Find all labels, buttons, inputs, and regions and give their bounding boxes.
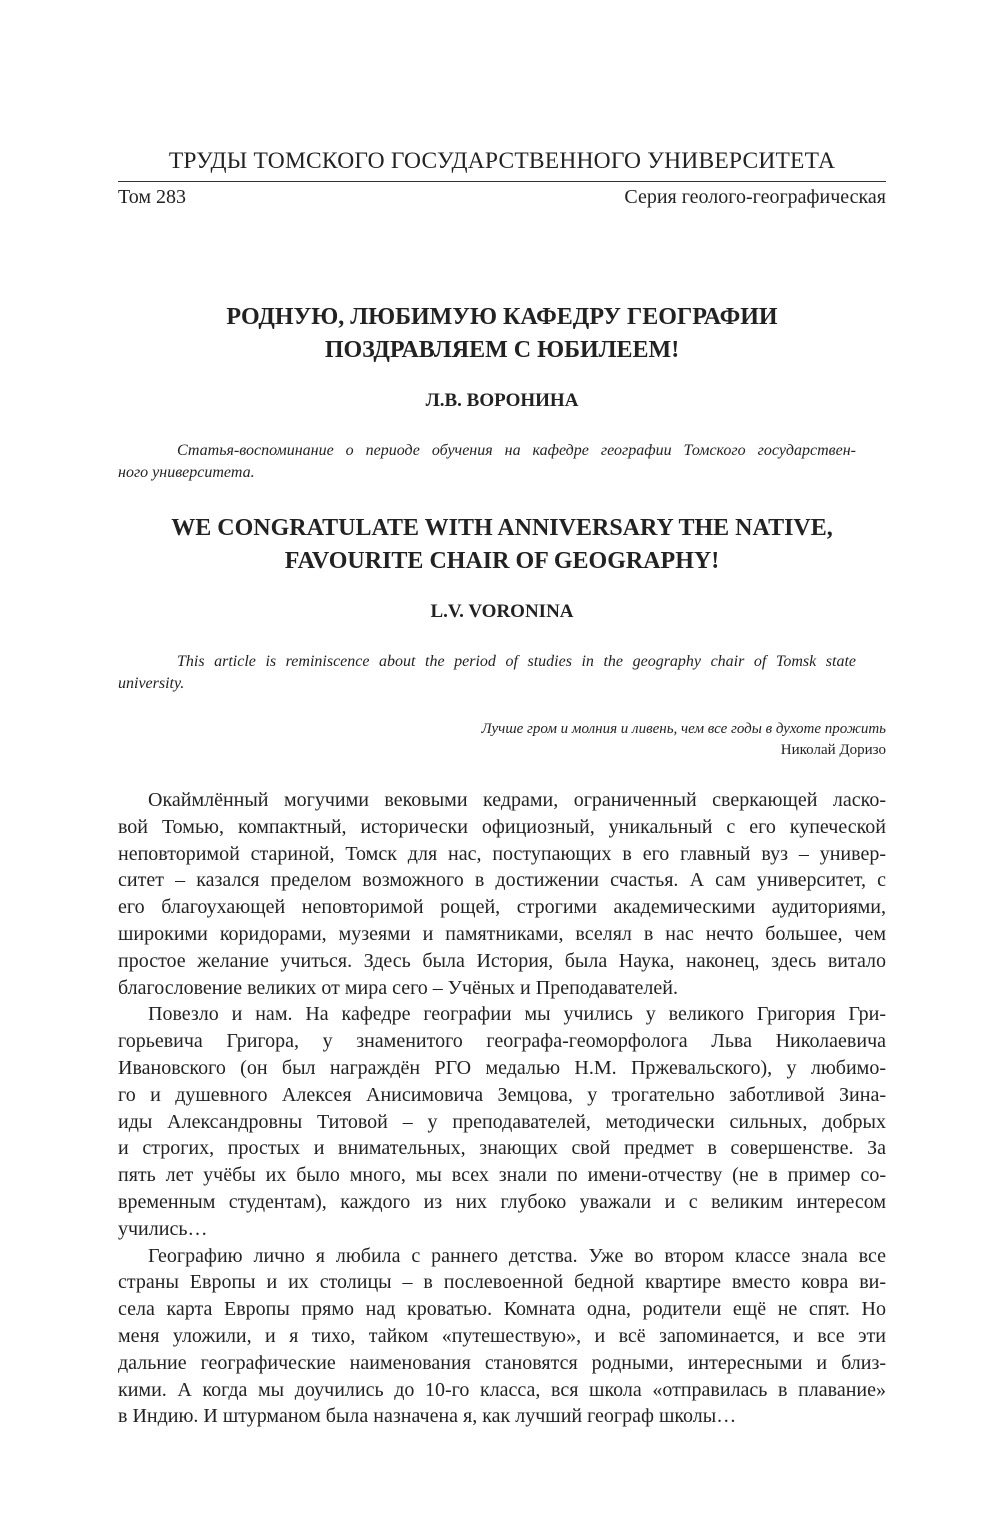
body-line: благословение великих от мира сего – Учёных и Преподавателей.	[118, 976, 678, 999]
abstract-en	[118, 651, 856, 695]
body-line: Окаймлённый могучими вековыми кедрами, ограниченный сверкающей ласко-	[148, 789, 886, 811]
body-line: пять лет учёбы их было много, мы всех знали по имени-отчеству (не в пример со-	[118, 1164, 886, 1187]
body-line: иды Александровны Титовой – у преподавателей, методически сильных, добрых	[118, 1110, 886, 1133]
header-rule	[118, 181, 886, 182]
author-ru: Л.В. ВОРОНИНА	[425, 390, 579, 411]
body-line: широкими коридорами, музеями и памятниками, вселял в нас нечто большее, чем	[118, 922, 886, 945]
body-line: меня уложили, и я тихо, тайком «путешествую», и всё запоминается, и все эти	[118, 1324, 886, 1347]
title-line: WE CONGRATULATE WITH ANNIVERSARY THE NATIVE,	[171, 515, 833, 541]
body-paragraph	[118, 1001, 886, 1242]
body-line: села карта Европы прямо над кроватью. Комната одна, родители ещё не спят. Но	[118, 1298, 886, 1321]
body-line: го и душевного Алексея Анисимовича Земцова, у трогательно заботливой Зина-	[118, 1083, 886, 1106]
body-line: кими. А когда мы доучились до 10-го класса, вся школа «отправилась в плавание»	[118, 1378, 886, 1401]
series-name: Серия геолого-географическая	[624, 186, 886, 208]
title-line: РОДНУЮ, ЛЮБИМУЮ КАФЕДРУ ГЕОГРАФИИ	[226, 304, 778, 330]
body-paragraph	[118, 787, 886, 1001]
body-text	[118, 787, 886, 1430]
author-en: L.V. VORONINA	[430, 601, 574, 622]
body-line: ситет – казался пределом возможного в достижении счастья. А сам университет, с	[118, 869, 886, 892]
body-line: его благоухающей неповторимой рощей, строгими академическими аудиториями,	[118, 896, 886, 919]
article-title-en	[118, 512, 886, 578]
body-line: и строгих, простых и внимательных, знающих свой предмет в совершенстве. За	[118, 1137, 886, 1160]
body-line: учились…	[118, 1217, 208, 1240]
abstract-line: university.	[118, 675, 185, 692]
body-line: Повезло и нам. На кафедре географии мы учились у великого Григория Гри-	[148, 1003, 886, 1026]
body-line: Ивановского (он был награждён РГО медалью Н.М. Пржевальского), у любимо-	[118, 1056, 886, 1079]
body-line: неповторимой стариной, Томск для нас, поступающих в его главный вуз – универ-	[118, 842, 886, 865]
abstract-line: This article is reminiscence about the period of studies in the geography chair of Tomsk state	[177, 653, 856, 670]
epigraph-attribution: Николай Доризо	[780, 742, 886, 758]
body-line: простое желание учиться. Здесь была История, была Наука, наконец, здесь витало	[118, 949, 886, 972]
body-line: горьевича Григора, у знаменитого географа-геоморфолога Льва Николаевича	[118, 1030, 886, 1053]
epigraph-quote: Лучше гром и молния и ливень, чем все годы в духоте прожить	[481, 721, 886, 737]
body-paragraph	[118, 1243, 886, 1431]
abstract-ru	[118, 440, 856, 484]
title-line: FAVOURITE CHAIR OF GEOGRAPHY!	[284, 548, 720, 574]
body-line: Географию лично я любила с раннего детства. Уже во втором классе знала все	[148, 1244, 886, 1267]
body-line: дальние географические наименования становятся родными, интересными и близ-	[118, 1351, 886, 1374]
body-line: в Индию. И штурманом была назначена я, как лучший географ школы…	[118, 1405, 737, 1428]
article-title-ru	[118, 301, 886, 367]
body-line: временным студентам), каждого из них глубоко уважали и с великим интересом	[118, 1190, 886, 1213]
journal-title: ТРУДЫ ТОМСКОГО ГОСУДАРСТВЕННОГО УНИВЕРСИТЕТА	[168, 148, 836, 174]
abstract-line: Статья-воспоминание о периоде обучения на кафедре географии Томского государствен-	[177, 442, 856, 459]
epigraph	[481, 719, 886, 761]
abstract-line: ного университета.	[118, 464, 255, 481]
body-line: вой Томью, компактный, исторически официозный, уникальный с его купеческой	[118, 815, 886, 838]
volume-number: Том 283	[118, 186, 186, 208]
body-line: страны Европы и их столицы – в послевоенной бедной квартире вместо ковра ви-	[118, 1271, 886, 1294]
title-line: ПОЗДРАВЛЯЕМ С ЮБИЛЕЕМ!	[324, 337, 680, 363]
